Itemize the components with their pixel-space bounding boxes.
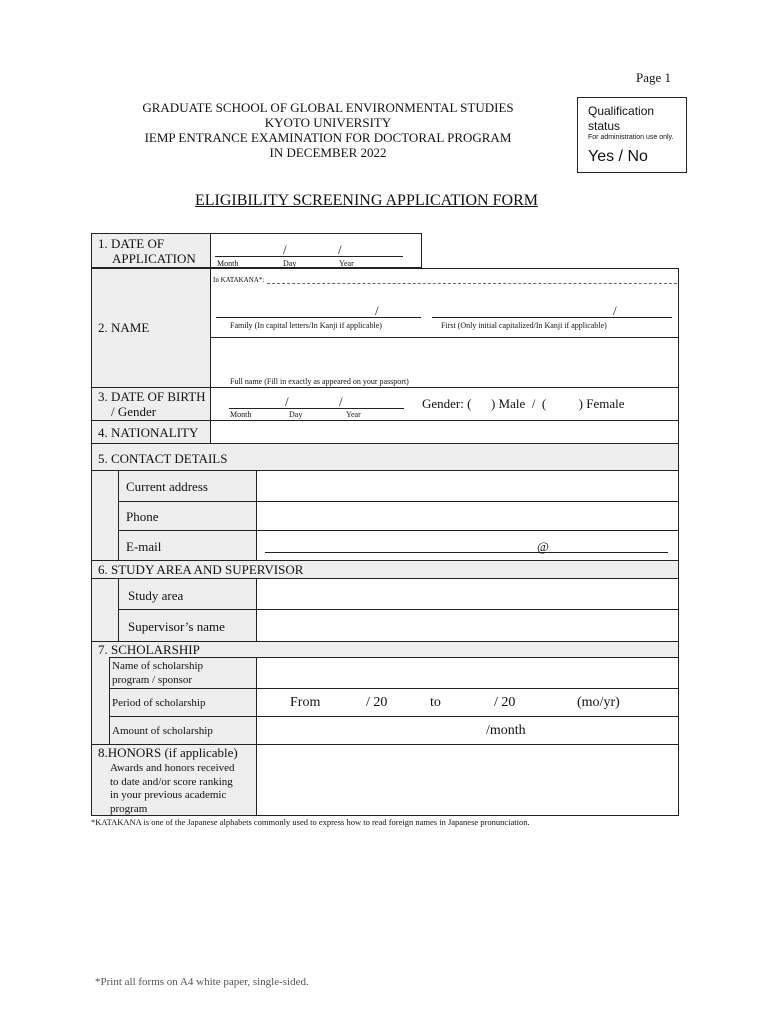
- first-name-input[interactable]: [432, 317, 672, 318]
- administration-note: For administration use only.: [588, 134, 674, 141]
- phone-label: Phone: [126, 509, 159, 524]
- nationality-input[interactable]: [212, 422, 676, 442]
- birth-day-caption: Day: [289, 410, 303, 419]
- gender-field[interactable]: Gender: ( ) Male / ( ) Female: [422, 396, 625, 411]
- period-to-label: to: [430, 695, 441, 710]
- qualification-label: [588, 104, 654, 134]
- katakana-footnote: *KATAKANA is one of the Japanese alphabets commonly used to express how to read foreign names in Japanese pronunciation.: [91, 817, 530, 827]
- email-at-sign: @: [537, 539, 549, 554]
- qualification-label-line-1: Qualification: [588, 104, 655, 118]
- period-format-label: (mo/yr): [577, 695, 620, 710]
- qualification-label-line-2: status: [588, 119, 621, 133]
- date-slash-1: /: [283, 242, 287, 257]
- current-address-input[interactable]: [258, 472, 676, 500]
- name-slash-1: /: [375, 303, 379, 318]
- honors-description: [110, 762, 235, 816]
- date-of-application-label: [98, 236, 196, 266]
- nationality-label: 4. NATIONALITY: [98, 425, 199, 440]
- header-line-3: IEMP ENTRANCE EXAMINATION FOR DOCTORAL PROGRAM: [144, 130, 512, 145]
- katakana-label: In KATAKANA*:: [213, 276, 265, 284]
- contact-details-label: 5. CONTACT DETAILS: [98, 451, 228, 466]
- birth-slash-1: /: [285, 394, 289, 409]
- year-caption: Year: [339, 259, 354, 268]
- honors-label: 8.HONORS (if applicable): [98, 745, 238, 760]
- scholarship-period-label: Period of scholarship: [112, 697, 206, 709]
- form-header: [0, 100, 656, 160]
- date-of-birth-label-line-1: 3. DATE OF BIRTH: [98, 389, 206, 404]
- email-input[interactable]: [265, 552, 668, 553]
- date-of-application-label-line-2: APPLICATION: [112, 251, 196, 266]
- qualification-status-box: [577, 97, 687, 173]
- date-of-birth-label-line-2: / Gender: [111, 404, 157, 419]
- date-of-application-label-line-1: 1. DATE OF: [98, 236, 165, 251]
- honors-description-line-3: in your previous academic: [110, 789, 227, 801]
- katakana-input[interactable]: [267, 283, 677, 284]
- amount-per-month[interactable]: /month: [486, 723, 526, 738]
- name-label: 2. NAME: [98, 320, 150, 335]
- period-from-year[interactable]: / 20: [366, 695, 388, 710]
- period-from-label: From: [290, 695, 321, 710]
- birth-date-field[interactable]: [229, 408, 404, 409]
- scholarship-name-input[interactable]: [258, 659, 676, 687]
- honors-description-line-2: to date and/or score ranking: [110, 775, 233, 788]
- page-number: Page 1: [636, 70, 672, 85]
- date-slash-2: /: [338, 242, 342, 257]
- family-name-input[interactable]: [216, 317, 421, 318]
- birth-year-caption: Year: [346, 410, 361, 419]
- scholarship-amount-label: Amount of scholarship: [112, 725, 213, 737]
- qualification-value: Yes / No: [588, 148, 648, 165]
- supervisor-name-input[interactable]: [258, 611, 676, 639]
- header-line-2: KYOTO UNIVERSITY: [264, 115, 392, 130]
- family-name-caption: Family (In capital letters/In Kanji if applicable): [230, 321, 382, 330]
- date-of-birth-label: [98, 389, 206, 419]
- study-area-supervisor-label: 6. STUDY AREA AND SUPERVISOR: [98, 562, 304, 577]
- month-caption: Month: [217, 259, 239, 268]
- current-address-label: Current address: [126, 479, 208, 494]
- scholarship-name-label: [112, 659, 203, 687]
- study-area-input[interactable]: [258, 580, 676, 608]
- email-label: E-mail: [126, 539, 162, 554]
- honors-description-line-4: program: [110, 802, 148, 815]
- form-title: ELIGIBILITY SCREENING APPLICATION FORM: [195, 192, 538, 209]
- name-slash-2: /: [613, 303, 617, 318]
- honors-input[interactable]: [258, 746, 676, 814]
- fullname-input[interactable]: [212, 339, 676, 375]
- day-caption: Day: [283, 259, 297, 268]
- print-instruction: *Print all forms on A4 white paper, single-sided.: [95, 976, 309, 988]
- first-name-caption: First (Only initial capitalized/In Kanji if applicable): [441, 321, 607, 330]
- phone-input[interactable]: [258, 503, 676, 529]
- header-line-4: IN DECEMBER 2022: [269, 145, 387, 160]
- supervisor-name-label: Supervisor’s name: [128, 619, 225, 634]
- scholarship-name-label-line-2: program / sponsor: [112, 674, 193, 686]
- fullname-caption: Full name (Fill in exactly as appeared on your passport): [230, 377, 409, 386]
- header-line-1: GRADUATE SCHOOL OF GLOBAL ENVIRONMENTAL STUDIES: [142, 100, 514, 115]
- scholarship-label: 7. SCHOLARSHIP: [98, 642, 200, 657]
- application-date-field[interactable]: [215, 256, 403, 257]
- period-to-year[interactable]: / 20: [494, 695, 516, 710]
- birth-slash-2: /: [339, 394, 343, 409]
- study-area-label: Study area: [128, 588, 184, 603]
- birth-month-caption: Month: [230, 410, 252, 419]
- honors-description-line-1: Awards and honors received: [110, 762, 235, 774]
- scholarship-name-label-line-1: Name of scholarship: [112, 660, 204, 672]
